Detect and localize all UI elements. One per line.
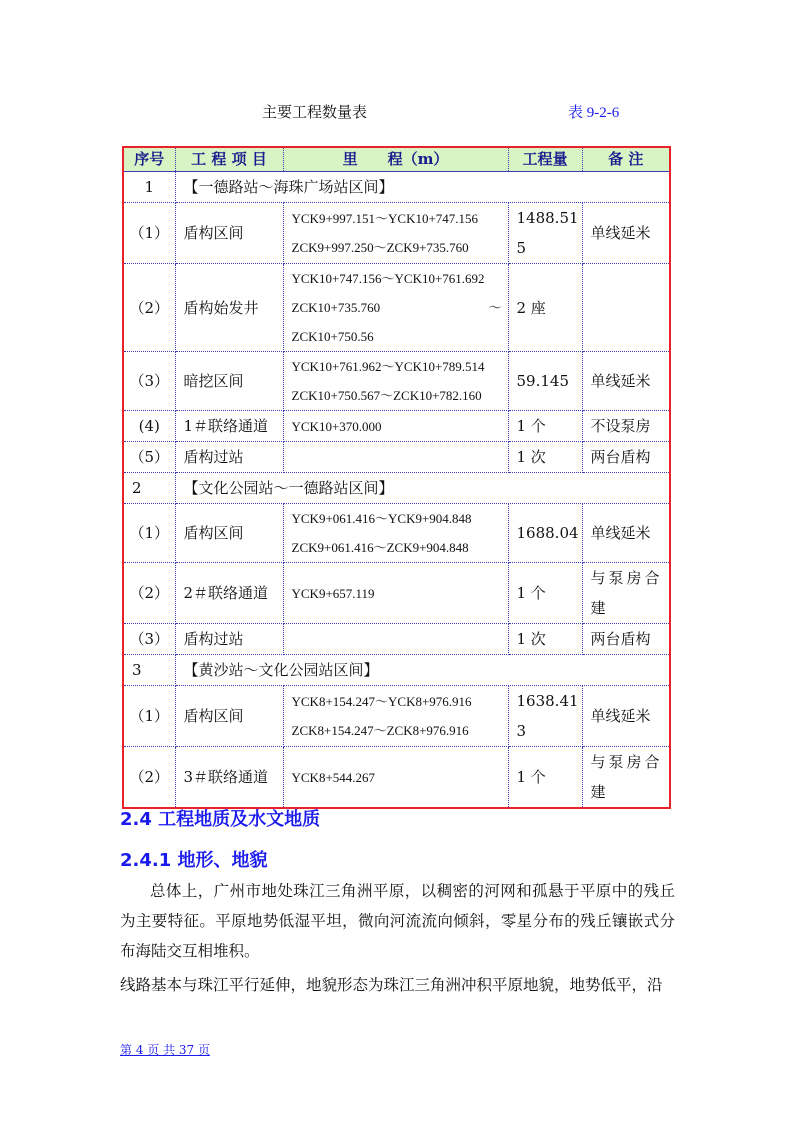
quantity-line: 1688.04 <box>516 524 579 542</box>
row-quantity <box>508 352 582 411</box>
row-note: 单线延米 <box>582 203 670 264</box>
row-quantity <box>508 264 582 352</box>
range-part: ZCK10+735.760 <box>291 300 381 315</box>
row-quantity <box>508 411 582 442</box>
paragraph: 线路基本与珠江平行延伸，地貌形态为珠江三角洲冲积平原地貌，地势低平，沿 <box>120 976 663 994</box>
row-range <box>283 624 508 655</box>
range-line: YCK10+747.156～YCK10+761.692 <box>291 271 485 286</box>
range-line: ZCK9+997.250～ZCK9+735.760 <box>291 240 469 255</box>
row-index: （2） <box>123 264 175 352</box>
range-line <box>292 293 508 322</box>
table-row <box>123 352 670 411</box>
row-quantity <box>508 203 582 264</box>
row-index: （2） <box>123 563 175 624</box>
row-note: 两台盾构 <box>582 442 670 473</box>
table-row <box>123 411 670 442</box>
section-row <box>123 473 670 504</box>
row-index: （3） <box>123 352 175 411</box>
range-line: ZCK9+061.416～ZCK9+904.848 <box>291 540 469 555</box>
range-line: YCK10+761.962～YCK10+789.514 <box>291 359 485 374</box>
row-item: 盾构过站 <box>175 624 283 655</box>
note-line: 建 <box>590 783 609 801</box>
quantity-line: 1 次 <box>516 630 546 648</box>
table-header-row <box>123 147 670 172</box>
row-range <box>283 442 508 473</box>
range-line: YCK10+370.000 <box>291 418 382 434</box>
note-line: 建 <box>590 599 609 617</box>
row-range <box>283 747 508 809</box>
row-item: 1＃联络通道 <box>175 411 283 442</box>
row-range <box>283 563 508 624</box>
row-range <box>283 504 508 563</box>
section-title: 【一德路站～海珠广场站区间】 <box>175 172 670 203</box>
row-range <box>283 203 508 264</box>
range-line: ZCK8+154.247～ZCK8+976.916 <box>291 723 469 738</box>
row-item: 盾构区间 <box>175 203 283 264</box>
range-part: ～ <box>488 300 502 315</box>
table-row <box>123 504 670 563</box>
quantity-line: 1 个 <box>516 768 546 786</box>
quantity-line: 2 座 <box>516 298 546 317</box>
row-note: 单线延米 <box>582 352 670 411</box>
row-quantity <box>508 563 582 624</box>
header-quantity: 工程量 <box>508 147 582 172</box>
quantity-line: 1638.41 <box>516 692 579 710</box>
row-note <box>582 563 670 624</box>
quantity-line: 1488.51 <box>516 209 579 227</box>
range-line: ZCK10+750.567～ZCK10+782.160 <box>291 388 482 403</box>
row-note: 不设泵房 <box>582 411 670 442</box>
table-row <box>123 264 670 352</box>
quantity-line: 5 <box>516 239 527 257</box>
paragraph: 总体上，广州市地处珠江三角洲平原，以稠密的河网和孤悬于平原中的残丘为主要特征。平原地势低湿平坦，微向河流流向倾斜，零星分布的残丘镶嵌式分布海陆交互相堆积。 <box>120 882 675 960</box>
range-line: YCK8+544.267 <box>291 769 376 785</box>
quantity-line: 1 个 <box>516 584 546 602</box>
row-quantity <box>508 442 582 473</box>
row-note: 单线延米 <box>582 504 670 563</box>
row-note: 单线延米 <box>582 686 670 747</box>
table-caption: 主要工程数量表 <box>262 103 368 121</box>
section-heading: 2.4 工程地质及水文地质 <box>120 809 321 830</box>
section-title: 【黄沙站～文化公园站区间】 <box>175 655 670 686</box>
section-number: 2 <box>123 473 175 504</box>
row-index: (4) <box>123 411 175 442</box>
header-item: 工 程 项 目 <box>175 147 283 172</box>
range-line: ZCK10+750.56 <box>291 329 374 344</box>
row-index: （3） <box>123 624 175 655</box>
header-range: 里 程（m） <box>283 147 508 172</box>
quantity-line: 3 <box>516 722 527 740</box>
row-index: （1） <box>123 203 175 264</box>
header-index: 序号 <box>123 147 175 172</box>
range-line: YCK8+154.247～YCK8+976.916 <box>291 694 472 709</box>
table-row <box>123 563 670 624</box>
table-row <box>123 686 670 747</box>
section-row <box>123 655 670 686</box>
quantity-line: 1 个 <box>516 417 546 435</box>
quantity-line: 59.145 <box>516 372 569 390</box>
table-body <box>123 172 670 809</box>
row-note <box>582 264 670 352</box>
section-row <box>123 172 670 203</box>
quantity-table <box>122 146 671 809</box>
row-index: （1） <box>123 504 175 563</box>
section-number: 3 <box>123 655 175 686</box>
row-item: 盾构区间 <box>175 504 283 563</box>
range-line: YCK9+997.151～YCK10+747.156 <box>291 211 479 226</box>
row-range <box>283 411 508 442</box>
row-range <box>283 352 508 411</box>
row-note: 两台盾构 <box>582 624 670 655</box>
range-line: YCK9+657.119 <box>291 585 375 601</box>
row-index: （5） <box>123 442 175 473</box>
table-number: 表 9-2-6 <box>568 105 620 121</box>
range-line: YCK9+061.416～YCK9+904.848 <box>291 511 472 526</box>
note-line: 与泵房合 <box>590 569 663 587</box>
subsection-heading: 2.4.1 地形、地貌 <box>120 850 268 871</box>
row-quantity <box>508 504 582 563</box>
row-note <box>582 747 670 809</box>
section-title: 【文化公园站～一德路站区间】 <box>175 473 670 504</box>
section-number: 1 <box>123 172 175 203</box>
page-footer: 第 4 页 共 37 页 <box>120 1043 210 1057</box>
row-item: 2＃联络通道 <box>175 563 283 624</box>
table-row <box>123 624 670 655</box>
row-quantity <box>508 624 582 655</box>
row-range <box>283 264 508 352</box>
table-row <box>123 747 670 809</box>
table-row <box>123 442 670 473</box>
row-range <box>283 686 508 747</box>
row-quantity <box>508 747 582 809</box>
note-line: 与泵房合 <box>590 753 663 771</box>
table-row <box>123 203 670 264</box>
row-item: 暗挖区间 <box>175 352 283 411</box>
row-quantity <box>508 686 582 747</box>
row-index: （2） <box>123 747 175 809</box>
row-item: 盾构区间 <box>175 686 283 747</box>
row-item: 3＃联络通道 <box>175 747 283 809</box>
row-item: 盾构始发井 <box>175 264 283 352</box>
quantity-line: 1 次 <box>516 448 546 466</box>
row-item: 盾构过站 <box>175 442 283 473</box>
row-index: （1） <box>123 686 175 747</box>
header-note: 备 注 <box>582 147 670 172</box>
